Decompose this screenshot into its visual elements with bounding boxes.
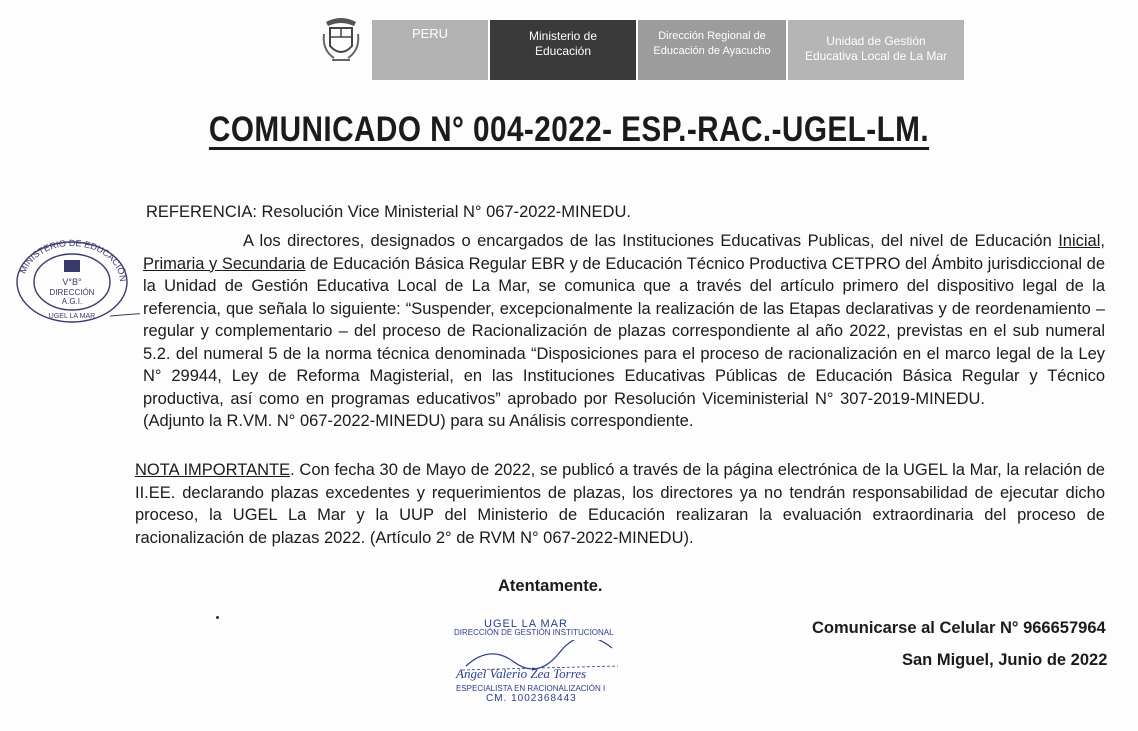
- note-label: NOTA IMPORTANTE: [135, 461, 291, 479]
- header-ugel: Unidad de Gestión Educativa Local de La Mar: [788, 20, 964, 80]
- signature-cm: CM. 1002368443: [486, 693, 577, 704]
- signature-role: ESPECIALISTA EN RACIONALIZACIÓN I: [456, 684, 606, 693]
- signature-dept: DIRECCIÓN DE GESTIÓN INSTITUCIONAL: [454, 628, 614, 637]
- main-paragraph: [143, 230, 1105, 433]
- seal-center2: A.G.I.: [61, 297, 83, 306]
- seal-vb: V°B°: [62, 277, 82, 287]
- seal-ring-text: MINISTERIO DE EDUCACIÓN: [17, 238, 129, 283]
- speck: [216, 616, 219, 619]
- contact-phone: Comunicarse al Celular N° 966657964: [812, 619, 1106, 637]
- signature-name: Angel Valerio Zea Torres: [456, 666, 587, 681]
- education-levels: Inicial, Primaria y Secundaria: [143, 232, 1105, 273]
- document-title: COMUNICADO N° 004-2022- ESP.-RAC.-UGEL-LM.: [208, 110, 930, 149]
- header-peru: PERU: [372, 20, 488, 80]
- header-ministerio: Ministerio de Educación: [490, 20, 636, 80]
- ministry-seal-stamp: [10, 238, 140, 328]
- closing: Atentamente.: [498, 577, 603, 595]
- seal-center1: DIRECCIÓN: [49, 288, 95, 297]
- signature-org: UGEL LA MAR: [484, 618, 568, 630]
- place-date: San Miguel, Junio de 2022: [902, 651, 1108, 669]
- seal-bottom: UGEL LA MAR: [48, 313, 96, 320]
- peru-coat-of-arms-icon: [322, 12, 360, 68]
- para-intro: A los directores, designados o encargados de las Instituciones Educativas Publicas, del nivel de Educación: [243, 232, 1059, 250]
- reference-line: REFERENCIA: Resolución Vice Ministerial N° 067-2022-MINEDU.: [146, 203, 631, 221]
- para-attachment: (Adjunto la R.VM. N° 067-2022-MINEDU) para su Análisis correspondiente.: [143, 412, 694, 430]
- signature-block: [450, 614, 630, 714]
- note-text: . Con fecha 30 de Mayo de 2022, se publicó a través de la página electrónica de la UGEL la Mar, la relación de II.EE. declarando plazas excedentes y requerimientos de plazas, los directores ya no tendrán responsabilidad de ejecutar dicho proceso, la UGEL La Mar y la UUP del Ministerio de Educación realizaran la evaluación extraordinaria del proceso de racionalización de plazas 2022. (Artículo 2° de RVM N° 067-2022-MINEDU).: [135, 461, 1105, 547]
- header-direccion-regional: Dirección Regional de Educación de Ayacucho: [638, 20, 786, 80]
- important-note: [135, 459, 1105, 549]
- para-body: de Educación Básica Regular EBR y de Educación Técnico Productiva CETPRO del Ámbito jurisdiccional de la Unidad de Gestión Educativa Local de La Mar, se comunica que a través del artículo primero del dispositivo legal de la referencia, que señala lo siguiente: “Suspender, excepcionalmente la realización de las Etapas declarativas y de reordenamiento – regular y complementario – del proceso de Racionalización de plazas correspondiente al año 2022, previstas en el sub numeral 5.2. del numeral 5 de la norma técnica denominada “Disposiciones para el proceso de racionalización en el marco legal de la Ley N° 29944, Ley de Reforma Magisterial, en las Instituciones Educativas Públicas de Educación Básica Regular y Técnico productiva, así como en programas educativos” aprobado por Resolución Viceministerial N° 307-2019-MINEDU.: [143, 254, 1105, 408]
